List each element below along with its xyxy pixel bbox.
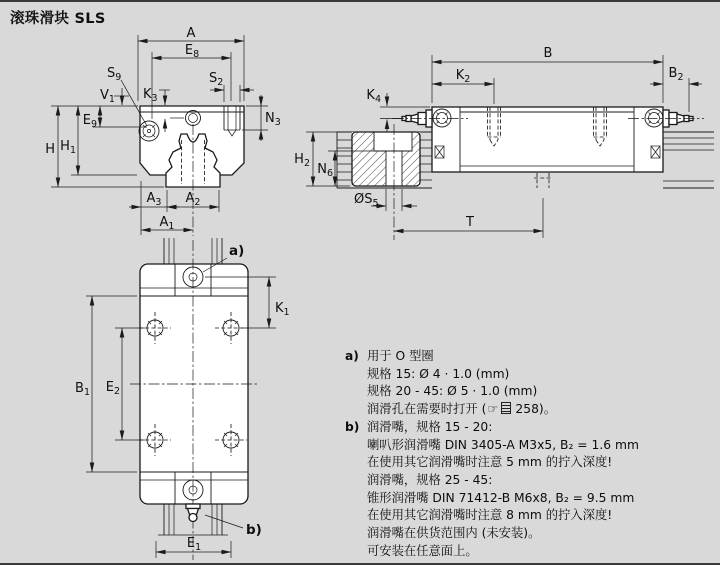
dim-label-a3: $A_3$	[146, 191, 162, 209]
footnote-b-body	[367, 419, 717, 561]
dim-K4	[366, 88, 430, 132]
footnote-line: 润滑嘴，规格 15 - 20:	[367, 419, 493, 434]
footnote-line: 在使用其它润滑嘴时注意 8 mm 的拧入深度!	[367, 508, 613, 523]
rail-hidden-hole	[534, 173, 552, 188]
dim-T	[394, 198, 543, 238]
footnote-line: 润滑嘴，规格 25 - 45:	[367, 472, 493, 487]
dim-label-e1: $E_1$	[186, 536, 202, 554]
dim-A1	[141, 215, 193, 232]
dim-label-b1: $B_1$	[75, 381, 90, 399]
runner-block-side-outline	[432, 107, 663, 172]
dim-label-n3: $N_3$	[265, 111, 281, 129]
dim-E1	[156, 536, 231, 558]
dim-label-s9: $S_9$	[107, 66, 122, 84]
callout-b	[205, 515, 262, 538]
footnote-line-text: )。	[538, 402, 557, 417]
footnote-b-label: b)	[345, 419, 360, 434]
dim-label-s2: $S_2$	[209, 71, 224, 89]
footnote-line: 规格 15: Ø 4 · 1.0 (mm)	[367, 366, 510, 381]
page-reference: 258	[515, 402, 539, 417]
front-view	[45, 26, 281, 236]
dim-label-e8: $E_8$	[184, 43, 200, 61]
footnote-line: 润滑嘴在供货范围内 (未安装)。	[367, 526, 541, 541]
dim-N3	[242, 95, 281, 141]
footnote-line	[367, 401, 717, 419]
dim-label-b2: $B_2$	[668, 66, 684, 84]
footnote-line: 可安装在任意面上。	[367, 543, 478, 558]
dim-label-k1: $K_1$	[275, 301, 290, 319]
footnote-a	[345, 348, 717, 419]
plan-view	[75, 238, 290, 560]
dim-label-t: T	[466, 215, 474, 230]
footnote-line: 锥形润滑嘴 DIN 71412-B M6x8, B₂ = 9.5 mm	[367, 490, 635, 505]
dim-label-h2: $H_2$	[294, 152, 310, 170]
dim-label-h: H	[45, 142, 55, 157]
dim-label-h1: $H_1$	[60, 139, 76, 157]
dim-label-b: B	[543, 46, 553, 61]
dim-label-a2: $A_2$	[185, 191, 201, 209]
callout-a-label: a)	[229, 243, 245, 259]
dim-label-k3: $K_3$	[143, 87, 158, 105]
footnote-a-body	[367, 348, 717, 419]
grease-nipple-plan	[186, 504, 200, 522]
dim-label-e9: $E_9$	[82, 113, 97, 131]
rail-side-right	[663, 132, 714, 188]
dim-label-a1: $A_1$	[159, 215, 175, 233]
footnote-line-text: 润滑孔在需要时打开 (	[367, 402, 487, 417]
rail-section-hatched	[352, 124, 420, 240]
dim-B2	[650, 66, 702, 112]
dim-label-n6: $N_6$	[317, 162, 333, 180]
callout-b-label: b)	[246, 522, 262, 538]
dim-S2	[209, 71, 254, 102]
dim-label-e2: $E_2$	[105, 380, 120, 398]
side-view	[294, 46, 714, 240]
footnote-a-label: a)	[345, 349, 359, 363]
dim-label-k4: $K_4$	[366, 88, 381, 106]
dim-E9	[51, 106, 147, 130]
dim-label-v1: $V_1$	[100, 88, 115, 106]
page-title: 滚珠滑块 SLS	[10, 11, 106, 27]
footnotes	[345, 348, 717, 560]
dim-label-s5: $ØS_5$	[354, 192, 379, 210]
dim-A	[138, 26, 244, 101]
footnote-line: 用于 O 型圈	[367, 349, 434, 363]
footnote-line: 在使用其它润滑嘴时注意 5 mm 的拧入深度!	[367, 455, 613, 470]
dim-V1	[100, 88, 138, 106]
pointing-hand-icon: ☞	[487, 402, 499, 417]
dim-S5	[354, 189, 417, 211]
dim-K2	[432, 68, 494, 104]
dim-H1	[60, 106, 137, 175]
page-icon	[501, 402, 511, 414]
dim-label-a: A	[186, 26, 196, 41]
dim-label-k2: $K_2$	[455, 68, 471, 86]
footnote-line: 喇叭形润滑嘴 DIN 3405-A M3x5, B₂ = 1.6 mm	[367, 437, 639, 452]
footnote-line: 规格 20 - 45: Ø 5 · 1.0 (mm)	[367, 384, 538, 399]
footnote-b	[345, 419, 717, 561]
